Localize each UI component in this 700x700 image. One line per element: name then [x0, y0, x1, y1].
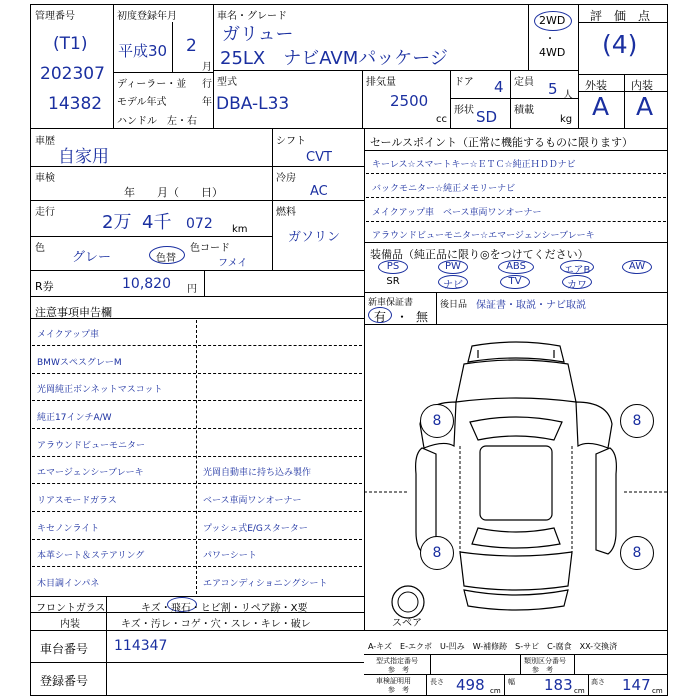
divider [196, 320, 197, 594]
displacement: 2500 [390, 92, 429, 110]
divider [362, 70, 363, 128]
divider [574, 654, 575, 674]
divider [32, 456, 362, 457]
sales-points-title: セールスポイント（正常に機能するものに限ります） [370, 136, 634, 149]
divider [204, 270, 205, 296]
divider [504, 674, 505, 696]
warranty-sep: ・ [396, 310, 409, 324]
warranty-no: 無 [416, 310, 429, 324]
divider [430, 654, 431, 674]
note-left: 光岡純正ボンネットマスコット [37, 385, 163, 395]
note-left: 本革シート＆ステアリング [37, 551, 145, 561]
divider [578, 74, 668, 75]
first-reg-era: 平成30 [118, 42, 168, 60]
class-sub: 参 考 [532, 666, 553, 674]
divider [106, 630, 107, 696]
damage-mark-rear-left: 8 [420, 536, 454, 570]
warranty-label: 新車保証書 [368, 298, 414, 308]
later-label: 後日品 [440, 300, 468, 310]
drive-4wd: 4WD [539, 46, 566, 59]
sales-point-line: メイクアップ車 ベース車両ワンオーナー [372, 208, 542, 218]
damage-mark-rear-right: 8 [620, 536, 654, 570]
divider [366, 221, 666, 222]
divider [426, 674, 427, 696]
divider [30, 318, 364, 319]
displacement-unit: cc [436, 114, 447, 125]
load-label: 積載 [514, 105, 534, 116]
height-unit: cm [652, 687, 663, 695]
divider [588, 674, 589, 696]
windshield-label: フロントガラス [36, 603, 106, 614]
divider [528, 4, 529, 70]
exterior-label: 外装 [585, 79, 607, 92]
divider [364, 674, 668, 675]
width-unit: cm [574, 687, 585, 695]
model-year-unit: 年 [202, 97, 212, 108]
drive-dot: ・ [545, 34, 555, 45]
note-right: ベース車両ワンオーナー [203, 496, 302, 506]
ac-label: 冷房 [276, 173, 296, 184]
equip-sr: SR [386, 276, 400, 287]
displacement-label: 排気量 [366, 77, 396, 88]
shape-label: 形状 [454, 105, 474, 116]
note-left: リアスモードガラス [37, 496, 117, 506]
note-right: エアコンディショニングシート [203, 579, 328, 589]
note-right: プッシュ式E/Gスターター [203, 524, 308, 534]
model-name: ガリュー [222, 24, 294, 45]
chassis-label: 車台番号 [40, 642, 89, 656]
damage-mark-front-right: 8 [620, 404, 654, 438]
damage-legend: A-キズ E-エクボ U-凹み W-補修跡 S-サビ C-腐食 XX-交換済 [368, 642, 618, 651]
class-label: 類別区分番号 [524, 657, 566, 665]
doors-label: ドア [454, 77, 474, 88]
length-label: 長さ [430, 678, 444, 686]
first-reg-month: 2 [186, 36, 197, 56]
exterior-value: A [592, 92, 610, 121]
interior-cond-label: 内装 [60, 619, 80, 630]
equipment-title: 装備品（純正品に限り◎をつけてください） [370, 248, 589, 261]
recycle-label: R券 [35, 280, 54, 293]
divider [510, 70, 511, 128]
katashiki: DBA-L33 [216, 94, 290, 114]
color-label: 色 [35, 243, 45, 254]
width: 183 [544, 676, 573, 694]
cert-label: 車検証明用 [376, 677, 411, 685]
model-year-label: モデル年式 [117, 97, 167, 108]
shaken-format: 年 月（ 日） [124, 186, 223, 199]
divider [272, 200, 364, 201]
divider [364, 242, 668, 243]
note-left: メイクアップ車 [37, 330, 100, 340]
color-code-label: 色コード [190, 243, 230, 254]
dealer-year: 行 [202, 79, 212, 90]
spare-label: スペア [392, 618, 422, 629]
shift: CVT [306, 150, 332, 165]
divider [436, 292, 437, 324]
divider [30, 200, 272, 201]
type-cert-label: 型式指定番号 [376, 657, 418, 665]
seats: 5 [548, 80, 558, 98]
divider [578, 22, 668, 23]
divider [364, 292, 668, 293]
kanri-num2: 14382 [48, 94, 103, 114]
katashiki-label: 型式 [217, 77, 237, 88]
color: グレー [72, 250, 112, 265]
shaken-label: 車検 [35, 173, 55, 184]
width-label: 幅 [508, 678, 515, 686]
dealer-label: ディーラー・並 [117, 79, 187, 90]
equip-ps: PS [386, 261, 400, 272]
divider [364, 654, 668, 655]
divider [32, 566, 362, 567]
shift-label: シフト [276, 136, 306, 147]
interior-cond-value: キズ・汚レ・コゲ・穴・スレ・キレ・破レ [121, 619, 311, 630]
drive-2wd: 2WD [539, 14, 566, 27]
damage-mark-front-left: 8 [420, 404, 454, 438]
note-left: キセノンライト [37, 524, 100, 534]
divider [32, 345, 362, 346]
mileage-sen: 4千 [142, 212, 172, 233]
height: 147 [622, 676, 651, 694]
kanri-num1: 202307 [40, 64, 105, 84]
interior-value: A [636, 92, 654, 121]
note-left: エマージェンシーブレーキ [37, 468, 144, 478]
sales-point-line: バックモニター☆純正メモリーナビ [372, 184, 516, 194]
seats-unit: 人 [563, 90, 573, 101]
divider [30, 630, 668, 631]
kanri-label: 管理番号 [35, 11, 75, 22]
rating-label: 評 価 点 [590, 9, 651, 23]
divider [32, 483, 362, 484]
length-unit: cm [490, 687, 501, 695]
divider [32, 511, 362, 512]
equip-airbag: エアB [563, 265, 591, 276]
divider [32, 373, 362, 374]
grade: 25LX ナビAVMパッケージ [220, 48, 448, 69]
note-left: 木目調インパネ [37, 579, 100, 589]
recycle-unit: 円 [187, 284, 197, 295]
interior-label: 内装 [631, 79, 653, 92]
divider [32, 428, 362, 429]
divider [213, 70, 578, 71]
ac: AC [310, 184, 328, 199]
doors: 4 [494, 78, 504, 96]
load-unit: kg [560, 114, 573, 125]
note-left: 純正17インチA/W [37, 413, 112, 423]
divider [520, 654, 521, 674]
divider [364, 128, 365, 296]
divider [30, 296, 364, 297]
history-label: 車歴 [35, 136, 55, 147]
equip-abs: ABS [506, 261, 526, 272]
first-reg-month-unit: 月 [202, 62, 212, 73]
divider [366, 197, 666, 198]
cert-sub: 参 考 [388, 686, 409, 694]
fuel: ガソリン [288, 230, 341, 245]
warranty-yes: 有 [374, 310, 387, 324]
note-left: BMWスペスグレーM [37, 358, 122, 368]
equip-pw: PW [445, 261, 461, 272]
reg-label: 登録番号 [40, 674, 89, 688]
divider [172, 22, 173, 72]
type-cert-sub: 参 考 [388, 666, 409, 674]
divider [30, 662, 364, 663]
divider [272, 128, 273, 270]
equip-aw: AW [628, 261, 646, 272]
equip-navi: ナビ [443, 280, 463, 291]
note-left: アラウンドビューモニター [37, 441, 146, 451]
fuel-label: 燃料 [276, 207, 296, 218]
equip-leather: カワ [567, 280, 587, 291]
divider [30, 128, 668, 129]
chassis-value: 114347 [114, 638, 168, 654]
notes-title: 注意事項申告欄 [35, 306, 112, 319]
sales-point-line: アラウンドビューモニター☆エマージェンシーブレーキ [372, 231, 595, 241]
first-reg-label: 初度登録年月 [117, 11, 177, 22]
length: 498 [456, 676, 485, 694]
color-code: フメイ [218, 258, 248, 269]
sales-point-line: キーレス☆スマートキー☆ＥＴＣ☆純正ＨＤＤナビ [372, 160, 576, 170]
divider [30, 612, 364, 613]
divider [213, 4, 214, 128]
history: 自家用 [58, 147, 109, 167]
windshield-value: キズ・飛石・ヒビ割・リペア跡・X要 [141, 603, 308, 614]
divider [113, 4, 114, 128]
handle-label: ハンドル 左・右 [117, 116, 197, 127]
divider [30, 236, 272, 237]
divider [450, 98, 578, 99]
later-value: 保証書・取説・ナビ取説 [476, 300, 586, 311]
divider [113, 72, 213, 73]
recycle-amount: 10,820 [122, 276, 171, 292]
divider [32, 539, 362, 540]
divider [106, 596, 107, 630]
note-right: パワーシート [203, 551, 257, 561]
divider [32, 400, 362, 401]
kanri-code: (T1) [53, 34, 88, 54]
mileage-man: 2万 [102, 212, 132, 233]
height-label: 高さ [591, 678, 605, 686]
divider [30, 270, 364, 271]
seats-label: 定員 [514, 77, 534, 88]
shape: SD [476, 108, 498, 126]
equip-tv: TV [508, 276, 522, 287]
divider [366, 173, 666, 174]
mileage-label: 走行 [35, 207, 55, 218]
mileage-unit: km [232, 224, 248, 235]
car-diagram [364, 324, 668, 630]
divider [364, 150, 668, 151]
mileage-rest: 072 [186, 216, 213, 232]
divider [272, 166, 364, 167]
divider [624, 74, 625, 128]
model-name-label: 車名・グレード [217, 11, 287, 22]
color-changed: 色替 [156, 253, 176, 264]
divider [450, 70, 451, 128]
rating-value: (4) [602, 30, 638, 59]
note-right: 光岡自動車に持ち込み製作 [203, 468, 312, 478]
divider [30, 166, 272, 167]
divider [30, 596, 364, 597]
